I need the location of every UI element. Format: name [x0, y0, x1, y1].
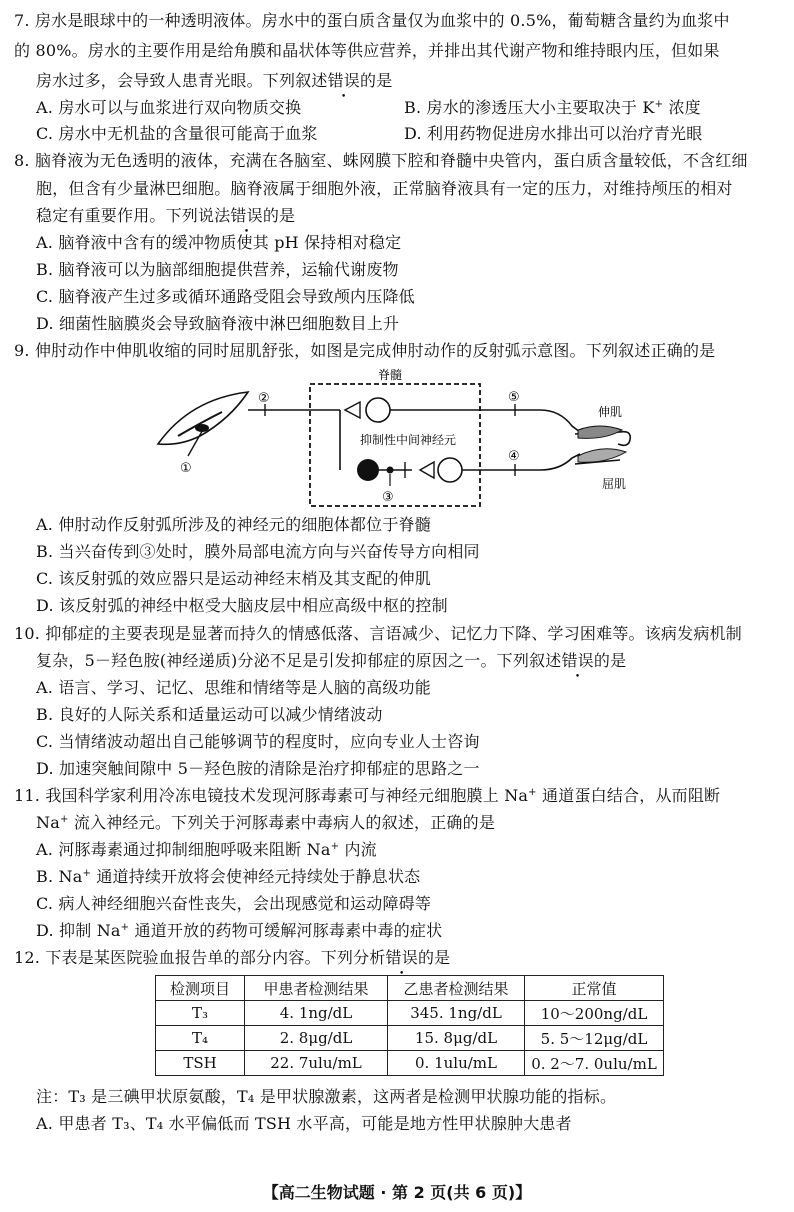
- q7-option-a: A. 房水可以与血浆进行双向物质交换: [36, 98, 302, 117]
- q8-option-b: B. 脑脊液可以为脑部细胞提供营养，运输代谢废物: [36, 260, 399, 279]
- upper-motor-neuron: [366, 398, 390, 422]
- label-2: ②: [258, 391, 270, 406]
- q11-stem-line1: 11. 我国科学家利用冷冻电镜技术发现河豚毒素可与神经元细胞膜上 Na+ 通道蛋白结合，从而阻断: [14, 786, 721, 805]
- table-cell: TSH: [156, 1051, 245, 1076]
- lower-motor-neuron: [438, 458, 462, 482]
- upper-synapse: [345, 402, 360, 418]
- q8-stem-line1: 8. 脑脊液为无色透明的液体，充满在各脑室、蛛网膜下腔和脊髓中央管内，蛋白质含量较低，不含红细: [14, 151, 748, 170]
- page-footer: 【高二生物试题 · 第 2 页(共 6 页)】: [262, 1183, 532, 1202]
- emphasis-mark: 错误: [230, 206, 263, 225]
- reflex-arc-diagram: [150, 364, 650, 514]
- q8-option-d: D. 细菌性脑膜炎会导致脑脊液中淋巴细胞数目上升: [36, 314, 400, 333]
- synapse-dot: [387, 467, 394, 474]
- q12-note: 注：T₃ 是三碘甲状原氨酸，T₄ 是甲状腺激素，这两者是检测甲状腺功能的指标。: [36, 1087, 617, 1106]
- table-cell: 2. 8μg/dL: [245, 1026, 388, 1051]
- q9-option-a: A. 伸肘动作反射弧所涉及的神经元的细胞体都位于脊髓: [36, 515, 431, 534]
- q12-stem-line1: 12. 下表是某医院验血报告单的部分内容。下列分析错误的是: [14, 948, 451, 967]
- table-header-cell: 检测项目: [156, 976, 245, 1001]
- q8-option-c: C. 脑脊液产生过多或循环通路受阻会导致颅内压降低: [36, 287, 415, 306]
- table-header-cell: 甲患者检测结果: [245, 976, 388, 1001]
- table-header-cell: 正常值: [525, 976, 664, 1001]
- receptor-shape: [158, 392, 248, 444]
- table-row: [156, 1026, 664, 1051]
- q7-option-b: B. 房水的渗透压大小主要取决于 K+ 浓度: [404, 98, 701, 117]
- q10-option-b: B. 良好的人际关系和适量运动可以减少情绪波动: [36, 705, 383, 724]
- q11-option-d: D. 抑制 Na+ 通道开放的药物可缓解河豚毒素中毒的症状: [36, 921, 443, 940]
- table-cell: 4. 1ng/dL: [245, 1001, 388, 1026]
- emphasis-mark: 错误: [385, 948, 418, 967]
- q9-stem-line1: 9. 伸肘动作中伸肌收缩的同时屈肌舒张，如图是完成伸肘动作的反射弧示意图。下列叙述正确的是: [14, 341, 716, 360]
- table-header-row: [156, 976, 664, 1001]
- table-cell: 22. 7ulu/mL: [245, 1051, 388, 1076]
- table-cell: T₃: [156, 1001, 245, 1026]
- extensor-label: 伸肌: [598, 405, 623, 419]
- q10-stem-line2: 复杂，5－羟色胺(神经递质)分泌不足是引发抑郁症的原因之一。下列叙述错误的是: [36, 651, 627, 670]
- lower-synapse: [420, 462, 434, 478]
- q11-option-c: C. 病人神经细胞兴奋性丧失，会出现感觉和运动障碍等: [36, 894, 432, 913]
- q10-option-c: C. 当情绪波动超出自己能够调节的程度时，应向专业人士咨询: [36, 732, 480, 751]
- table-row: [156, 1051, 664, 1076]
- q10-option-a: A. 语言、学习、记忆、思维和情绪等是人脑的高级功能: [36, 678, 431, 697]
- emphasis-mark: 错误: [561, 651, 594, 670]
- q7-stem-line2: 的 80%。房水的主要作用是给角膜和晶状体等供应营养，并排出其代谢产物和维持眼内压，但如果: [14, 41, 720, 60]
- label-5: ⑤: [508, 390, 520, 405]
- q11-option-a: A. 河豚毒素通过抑制细胞呼吸来阻断 Na+ 内流: [36, 840, 377, 859]
- q7-option-c: C. 房水中无机盐的含量很可能高于血浆: [36, 124, 318, 143]
- q9-option-c: C. 该反射弧的效应器只是运动神经末梢及其支配的伸肌: [36, 569, 432, 588]
- q8-option-a: A. 脑脊液中含有的缓冲物质使其 pH 保持相对稳定: [36, 233, 402, 252]
- q8-stem-line3: 稳定有重要作用。下列说法错误的是: [36, 206, 296, 225]
- inhibitory-interneuron: [357, 459, 379, 481]
- q7-option-d: D. 利用药物促进房水排出可以治疗青光眼: [404, 124, 703, 143]
- q9-option-d: D. 该反射弧的神经中枢受大脑皮层中相应高级中枢的控制: [36, 596, 448, 615]
- table-cell: 15. 8μg/dL: [388, 1026, 525, 1051]
- table-header-cell: 乙患者检测结果: [388, 976, 525, 1001]
- emphasis-mark: 错误: [327, 71, 361, 90]
- blood-test-table: [155, 975, 664, 1076]
- table-cell: 5. 5～12μg/dL: [525, 1026, 664, 1051]
- flexor-label: 屈肌: [602, 477, 627, 491]
- efferent-nerve-5-curve: [540, 410, 580, 432]
- table-cell: T₄: [156, 1026, 245, 1051]
- q7-stem-line1: 7. 房水是眼球中的一种透明液体。房水中的蛋白质含量仅为血浆中的 0.5%，葡萄糖含量约为血浆中: [14, 11, 730, 30]
- q10-option-d: D. 加速突触间隙中 5－羟色胺的清除是治疗抑郁症的思路之一: [36, 759, 480, 778]
- efferent-nerve-4-curve: [540, 454, 580, 470]
- q10-stem-line1: 10. 抑郁症的主要表现是显著而持久的情感低落、言语减少、记忆力下降、学习困难等。该病发病机制: [14, 624, 742, 643]
- q11-stem-line2: Na+ 流入神经元。下列关于河豚毒素中毒病人的叙述，正确的是: [36, 813, 496, 832]
- table-row: [156, 1001, 664, 1026]
- table-cell: 0. 2～7. 0ulu/mL: [525, 1051, 664, 1076]
- q11-option-b: B. Na+ 通道持续开放将会使神经元持续处于静息状态: [36, 867, 421, 886]
- extensor-muscle: [578, 426, 622, 438]
- table-cell: 0. 1ulu/mL: [388, 1051, 525, 1076]
- label-1: ①: [180, 461, 192, 476]
- label-3: ③: [382, 490, 394, 505]
- spinal-cord-label: 脊髓: [378, 368, 403, 382]
- q7-stem-line3: 房水过多，会导致人患青光眼。下列叙述错误的是: [36, 71, 393, 90]
- table-cell: 345. 1ng/dL: [388, 1001, 525, 1026]
- q9-option-b: B. 当兴奋传到③处时，膜外局部电流方向与兴奋传导方向相同: [36, 542, 480, 561]
- label-4: ④: [508, 449, 520, 464]
- q12-option-a: A. 甲患者 T₃、T₄ 水平偏低而 TSH 水平高，可能是地方性甲状腺肿大患者: [36, 1114, 572, 1133]
- q8-stem-line2: 胞，但含有少量淋巴细胞。脑脊液属于细胞外液，正常脑脊液具有一定的压力，对维持颅压的相对: [36, 179, 733, 198]
- interneuron-label: 抑制性中间神经元: [360, 433, 457, 447]
- table-cell: 10～200ng/dL: [525, 1001, 664, 1026]
